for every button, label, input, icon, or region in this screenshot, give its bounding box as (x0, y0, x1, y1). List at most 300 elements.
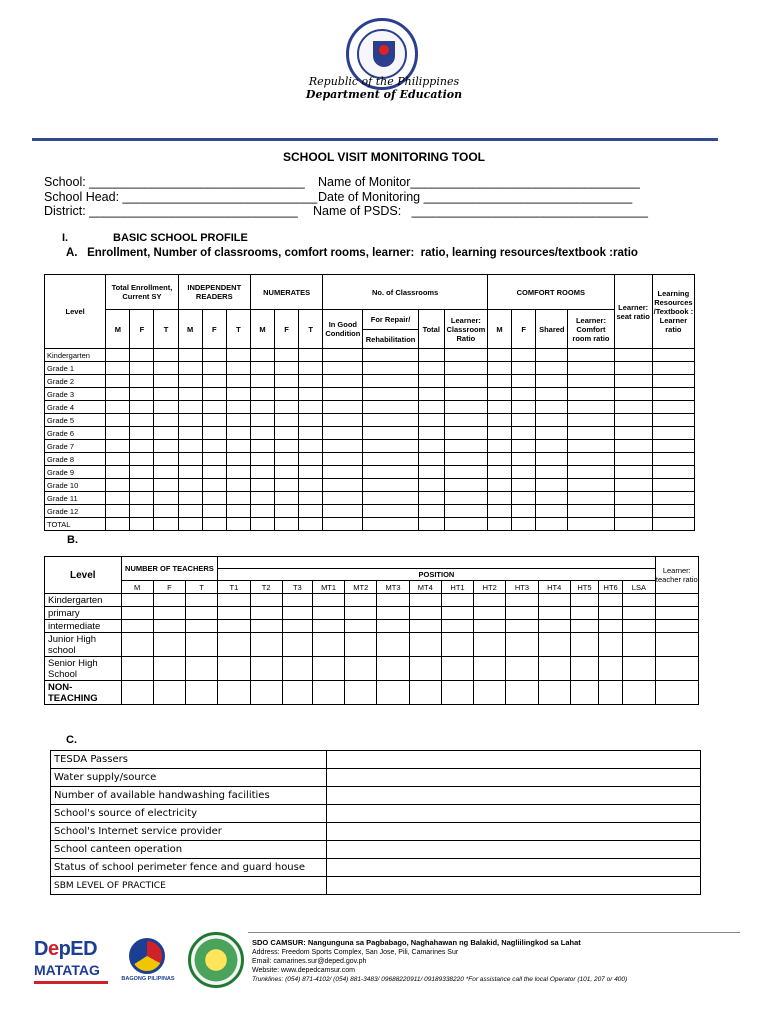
data-cell[interactable] (536, 466, 568, 479)
data-cell[interactable] (614, 362, 652, 375)
data-cell[interactable] (409, 681, 441, 705)
data-cell[interactable] (623, 620, 655, 633)
data-cell[interactable] (106, 492, 130, 505)
data-cell[interactable] (377, 633, 409, 657)
answer-cell[interactable] (327, 877, 701, 895)
data-cell[interactable] (154, 505, 178, 518)
data-cell[interactable] (652, 388, 694, 401)
data-cell[interactable] (418, 362, 444, 375)
data-cell[interactable] (444, 362, 487, 375)
data-cell[interactable] (512, 479, 536, 492)
data-cell[interactable] (614, 453, 652, 466)
data-cell[interactable] (106, 479, 130, 492)
data-cell[interactable] (568, 427, 614, 440)
data-cell[interactable] (282, 633, 312, 657)
data-cell[interactable] (130, 453, 154, 466)
monitoring-date-field[interactable]: Date of Monitoring ______________________________ (318, 190, 633, 204)
data-cell[interactable] (202, 401, 226, 414)
data-cell[interactable] (570, 594, 598, 607)
data-cell[interactable] (363, 401, 418, 414)
data-cell[interactable] (299, 479, 323, 492)
data-cell[interactable] (154, 349, 178, 362)
district-field[interactable]: District: ______________________________ (44, 204, 298, 218)
data-cell[interactable] (130, 375, 154, 388)
data-cell[interactable] (323, 414, 363, 427)
data-cell[interactable] (652, 427, 694, 440)
data-cell[interactable] (106, 518, 130, 531)
data-cell[interactable] (377, 657, 409, 681)
data-cell[interactable] (178, 453, 202, 466)
data-cell[interactable] (568, 401, 614, 414)
data-cell[interactable] (474, 681, 506, 705)
data-cell[interactable] (377, 681, 409, 705)
data-cell[interactable] (323, 466, 363, 479)
data-cell[interactable] (652, 453, 694, 466)
data-cell[interactable] (202, 388, 226, 401)
data-cell[interactable] (409, 657, 441, 681)
data-cell[interactable] (614, 427, 652, 440)
data-cell[interactable] (218, 594, 250, 607)
data-cell[interactable] (226, 414, 250, 427)
answer-cell[interactable] (327, 823, 701, 841)
data-cell[interactable] (250, 620, 282, 633)
answer-cell[interactable] (327, 787, 701, 805)
data-cell[interactable] (154, 440, 178, 453)
data-cell[interactable] (154, 427, 178, 440)
data-cell[interactable] (363, 466, 418, 479)
data-cell[interactable] (363, 479, 418, 492)
data-cell[interactable] (536, 453, 568, 466)
data-cell[interactable] (377, 620, 409, 633)
data-cell[interactable] (186, 620, 218, 633)
data-cell[interactable] (652, 518, 694, 531)
data-cell[interactable] (299, 518, 323, 531)
data-cell[interactable] (299, 414, 323, 427)
data-cell[interactable] (275, 401, 299, 414)
data-cell[interactable] (250, 466, 274, 479)
data-cell[interactable] (178, 401, 202, 414)
data-cell[interactable] (538, 594, 570, 607)
data-cell[interactable] (512, 414, 536, 427)
data-cell[interactable] (130, 492, 154, 505)
data-cell[interactable] (377, 594, 409, 607)
data-cell[interactable] (506, 594, 538, 607)
data-cell[interactable] (441, 681, 473, 705)
data-cell[interactable] (444, 440, 487, 453)
data-cell[interactable] (512, 362, 536, 375)
data-cell[interactable] (226, 505, 250, 518)
data-cell[interactable] (218, 620, 250, 633)
data-cell[interactable] (250, 681, 282, 705)
data-cell[interactable] (536, 492, 568, 505)
data-cell[interactable] (474, 594, 506, 607)
data-cell[interactable] (512, 349, 536, 362)
data-cell[interactable] (130, 362, 154, 375)
data-cell[interactable] (121, 620, 153, 633)
data-cell[interactable] (536, 388, 568, 401)
data-cell[interactable] (538, 620, 570, 633)
data-cell[interactable] (202, 414, 226, 427)
data-cell[interactable] (488, 453, 512, 466)
data-cell[interactable] (154, 414, 178, 427)
data-cell[interactable] (178, 388, 202, 401)
data-cell[interactable] (323, 479, 363, 492)
data-cell[interactable] (202, 518, 226, 531)
data-cell[interactable] (512, 492, 536, 505)
data-cell[interactable] (441, 607, 473, 620)
data-cell[interactable] (623, 633, 655, 657)
data-cell[interactable] (444, 492, 487, 505)
data-cell[interactable] (106, 505, 130, 518)
data-cell[interactable] (153, 657, 185, 681)
data-cell[interactable] (570, 633, 598, 657)
data-cell[interactable] (444, 505, 487, 518)
data-cell[interactable] (250, 414, 274, 427)
data-cell[interactable] (202, 427, 226, 440)
answer-cell[interactable] (327, 859, 701, 877)
data-cell[interactable] (323, 362, 363, 375)
data-cell[interactable] (282, 657, 312, 681)
data-cell[interactable] (130, 388, 154, 401)
footer-website[interactable]: Website: www.depedcamsur.com (252, 967, 355, 974)
data-cell[interactable] (226, 492, 250, 505)
data-cell[interactable] (323, 518, 363, 531)
data-cell[interactable] (178, 518, 202, 531)
data-cell[interactable] (312, 633, 344, 657)
data-cell[interactable] (130, 414, 154, 427)
data-cell[interactable] (202, 349, 226, 362)
data-cell[interactable] (363, 349, 418, 362)
data-cell[interactable] (570, 620, 598, 633)
data-cell[interactable] (488, 466, 512, 479)
data-cell[interactable] (130, 505, 154, 518)
data-cell[interactable] (614, 414, 652, 427)
data-cell[interactable] (536, 414, 568, 427)
data-cell[interactable] (250, 505, 274, 518)
data-cell[interactable] (512, 388, 536, 401)
data-cell[interactable] (226, 375, 250, 388)
data-cell[interactable] (512, 518, 536, 531)
data-cell[interactable] (568, 414, 614, 427)
data-cell[interactable] (623, 607, 655, 620)
data-cell[interactable] (488, 388, 512, 401)
data-cell[interactable] (418, 466, 444, 479)
data-cell[interactable] (250, 401, 274, 414)
data-cell[interactable] (106, 414, 130, 427)
data-cell[interactable] (323, 505, 363, 518)
data-cell[interactable] (441, 633, 473, 657)
data-cell[interactable] (444, 453, 487, 466)
data-cell[interactable] (655, 594, 698, 607)
data-cell[interactable] (106, 427, 130, 440)
data-cell[interactable] (178, 349, 202, 362)
data-cell[interactable] (154, 466, 178, 479)
data-cell[interactable] (474, 633, 506, 657)
data-cell[interactable] (275, 453, 299, 466)
data-cell[interactable] (121, 633, 153, 657)
data-cell[interactable] (570, 657, 598, 681)
data-cell[interactable] (488, 505, 512, 518)
data-cell[interactable] (538, 607, 570, 620)
data-cell[interactable] (444, 349, 487, 362)
data-cell[interactable] (250, 479, 274, 492)
data-cell[interactable] (652, 479, 694, 492)
data-cell[interactable] (363, 388, 418, 401)
data-cell[interactable] (599, 607, 623, 620)
data-cell[interactable] (202, 453, 226, 466)
data-cell[interactable] (250, 362, 274, 375)
data-cell[interactable] (323, 453, 363, 466)
data-cell[interactable] (512, 505, 536, 518)
data-cell[interactable] (506, 620, 538, 633)
data-cell[interactable] (312, 594, 344, 607)
data-cell[interactable] (363, 427, 418, 440)
data-cell[interactable] (409, 620, 441, 633)
data-cell[interactable] (409, 633, 441, 657)
data-cell[interactable] (655, 607, 698, 620)
data-cell[interactable] (226, 427, 250, 440)
data-cell[interactable] (250, 349, 274, 362)
data-cell[interactable] (652, 440, 694, 453)
data-cell[interactable] (614, 505, 652, 518)
data-cell[interactable] (568, 453, 614, 466)
data-cell[interactable] (570, 607, 598, 620)
data-cell[interactable] (250, 657, 282, 681)
data-cell[interactable] (282, 681, 312, 705)
data-cell[interactable] (536, 427, 568, 440)
data-cell[interactable] (418, 479, 444, 492)
data-cell[interactable] (599, 633, 623, 657)
data-cell[interactable] (226, 466, 250, 479)
data-cell[interactable] (226, 518, 250, 531)
data-cell[interactable] (299, 427, 323, 440)
data-cell[interactable] (409, 607, 441, 620)
data-cell[interactable] (178, 427, 202, 440)
data-cell[interactable] (652, 466, 694, 479)
data-cell[interactable] (568, 349, 614, 362)
data-cell[interactable] (652, 362, 694, 375)
data-cell[interactable] (623, 657, 655, 681)
data-cell[interactable] (474, 620, 506, 633)
data-cell[interactable] (299, 375, 323, 388)
data-cell[interactable] (312, 620, 344, 633)
data-cell[interactable] (614, 479, 652, 492)
data-cell[interactable] (226, 349, 250, 362)
data-cell[interactable] (299, 453, 323, 466)
data-cell[interactable] (130, 401, 154, 414)
answer-cell[interactable] (327, 841, 701, 859)
data-cell[interactable] (568, 466, 614, 479)
data-cell[interactable] (202, 375, 226, 388)
data-cell[interactable] (250, 518, 274, 531)
data-cell[interactable] (323, 375, 363, 388)
data-cell[interactable] (614, 375, 652, 388)
data-cell[interactable] (130, 349, 154, 362)
data-cell[interactable] (226, 401, 250, 414)
data-cell[interactable] (250, 607, 282, 620)
data-cell[interactable] (299, 401, 323, 414)
data-cell[interactable] (568, 375, 614, 388)
data-cell[interactable] (444, 466, 487, 479)
data-cell[interactable] (178, 492, 202, 505)
data-cell[interactable] (506, 607, 538, 620)
data-cell[interactable] (488, 362, 512, 375)
data-cell[interactable] (275, 466, 299, 479)
data-cell[interactable] (275, 479, 299, 492)
data-cell[interactable] (512, 401, 536, 414)
data-cell[interactable] (153, 681, 185, 705)
data-cell[interactable] (345, 607, 377, 620)
data-cell[interactable] (312, 681, 344, 705)
data-cell[interactable] (568, 492, 614, 505)
data-cell[interactable] (312, 657, 344, 681)
data-cell[interactable] (345, 594, 377, 607)
data-cell[interactable] (441, 657, 473, 681)
data-cell[interactable] (512, 440, 536, 453)
data-cell[interactable] (178, 466, 202, 479)
data-cell[interactable] (614, 349, 652, 362)
data-cell[interactable] (409, 594, 441, 607)
data-cell[interactable] (154, 518, 178, 531)
footer-email[interactable]: Email: camarines.sur@deped.gov.ph (252, 958, 367, 965)
data-cell[interactable] (202, 492, 226, 505)
data-cell[interactable] (323, 427, 363, 440)
data-cell[interactable] (218, 633, 250, 657)
data-cell[interactable] (570, 681, 598, 705)
data-cell[interactable] (488, 479, 512, 492)
data-cell[interactable] (614, 440, 652, 453)
data-cell[interactable] (345, 620, 377, 633)
data-cell[interactable] (536, 362, 568, 375)
answer-cell[interactable] (327, 805, 701, 823)
data-cell[interactable] (536, 440, 568, 453)
data-cell[interactable] (275, 492, 299, 505)
data-cell[interactable] (506, 681, 538, 705)
data-cell[interactable] (652, 375, 694, 388)
data-cell[interactable] (488, 414, 512, 427)
data-cell[interactable] (275, 349, 299, 362)
data-cell[interactable] (323, 440, 363, 453)
data-cell[interactable] (652, 492, 694, 505)
data-cell[interactable] (444, 414, 487, 427)
data-cell[interactable] (652, 401, 694, 414)
data-cell[interactable] (538, 633, 570, 657)
data-cell[interactable] (282, 607, 312, 620)
data-cell[interactable] (506, 657, 538, 681)
data-cell[interactable] (299, 466, 323, 479)
data-cell[interactable] (250, 453, 274, 466)
data-cell[interactable] (130, 427, 154, 440)
data-cell[interactable] (568, 362, 614, 375)
data-cell[interactable] (299, 388, 323, 401)
data-cell[interactable] (536, 349, 568, 362)
data-cell[interactable] (599, 620, 623, 633)
data-cell[interactable] (363, 414, 418, 427)
data-cell[interactable] (153, 620, 185, 633)
data-cell[interactable] (512, 427, 536, 440)
data-cell[interactable] (623, 594, 655, 607)
data-cell[interactable] (250, 388, 274, 401)
data-cell[interactable] (488, 375, 512, 388)
data-cell[interactable] (218, 657, 250, 681)
data-cell[interactable] (377, 607, 409, 620)
data-cell[interactable] (275, 518, 299, 531)
data-cell[interactable] (363, 362, 418, 375)
data-cell[interactable] (299, 505, 323, 518)
data-cell[interactable] (202, 362, 226, 375)
data-cell[interactable] (652, 414, 694, 427)
data-cell[interactable] (345, 633, 377, 657)
data-cell[interactable] (363, 440, 418, 453)
data-cell[interactable] (538, 657, 570, 681)
data-cell[interactable] (106, 375, 130, 388)
data-cell[interactable] (441, 620, 473, 633)
psds-field[interactable]: Name of PSDS: __________________________________ (313, 204, 649, 218)
data-cell[interactable] (186, 607, 218, 620)
data-cell[interactable] (568, 505, 614, 518)
data-cell[interactable] (568, 518, 614, 531)
data-cell[interactable] (275, 375, 299, 388)
data-cell[interactable] (121, 607, 153, 620)
data-cell[interactable] (512, 375, 536, 388)
data-cell[interactable] (614, 388, 652, 401)
data-cell[interactable] (418, 401, 444, 414)
data-cell[interactable] (623, 681, 655, 705)
data-cell[interactable] (275, 440, 299, 453)
data-cell[interactable] (250, 427, 274, 440)
data-cell[interactable] (106, 466, 130, 479)
data-cell[interactable] (250, 594, 282, 607)
data-cell[interactable] (282, 594, 312, 607)
data-cell[interactable] (121, 657, 153, 681)
data-cell[interactable] (226, 453, 250, 466)
data-cell[interactable] (106, 362, 130, 375)
data-cell[interactable] (323, 401, 363, 414)
data-cell[interactable] (186, 633, 218, 657)
data-cell[interactable] (218, 607, 250, 620)
data-cell[interactable] (363, 518, 418, 531)
data-cell[interactable] (282, 620, 312, 633)
data-cell[interactable] (178, 479, 202, 492)
data-cell[interactable] (130, 440, 154, 453)
data-cell[interactable] (226, 440, 250, 453)
data-cell[interactable] (488, 440, 512, 453)
data-cell[interactable] (474, 657, 506, 681)
data-cell[interactable] (363, 492, 418, 505)
data-cell[interactable] (568, 388, 614, 401)
data-cell[interactable] (250, 440, 274, 453)
data-cell[interactable] (652, 349, 694, 362)
data-cell[interactable] (154, 388, 178, 401)
data-cell[interactable] (186, 681, 218, 705)
data-cell[interactable] (655, 657, 698, 681)
answer-cell[interactable] (327, 751, 701, 769)
data-cell[interactable] (418, 518, 444, 531)
data-cell[interactable] (536, 479, 568, 492)
data-cell[interactable] (153, 633, 185, 657)
data-cell[interactable] (323, 388, 363, 401)
data-cell[interactable] (614, 466, 652, 479)
answer-cell[interactable] (327, 769, 701, 787)
data-cell[interactable] (568, 479, 614, 492)
data-cell[interactable] (275, 362, 299, 375)
data-cell[interactable] (202, 479, 226, 492)
data-cell[interactable] (226, 479, 250, 492)
data-cell[interactable] (275, 505, 299, 518)
data-cell[interactable] (154, 492, 178, 505)
data-cell[interactable] (536, 505, 568, 518)
data-cell[interactable] (178, 505, 202, 518)
